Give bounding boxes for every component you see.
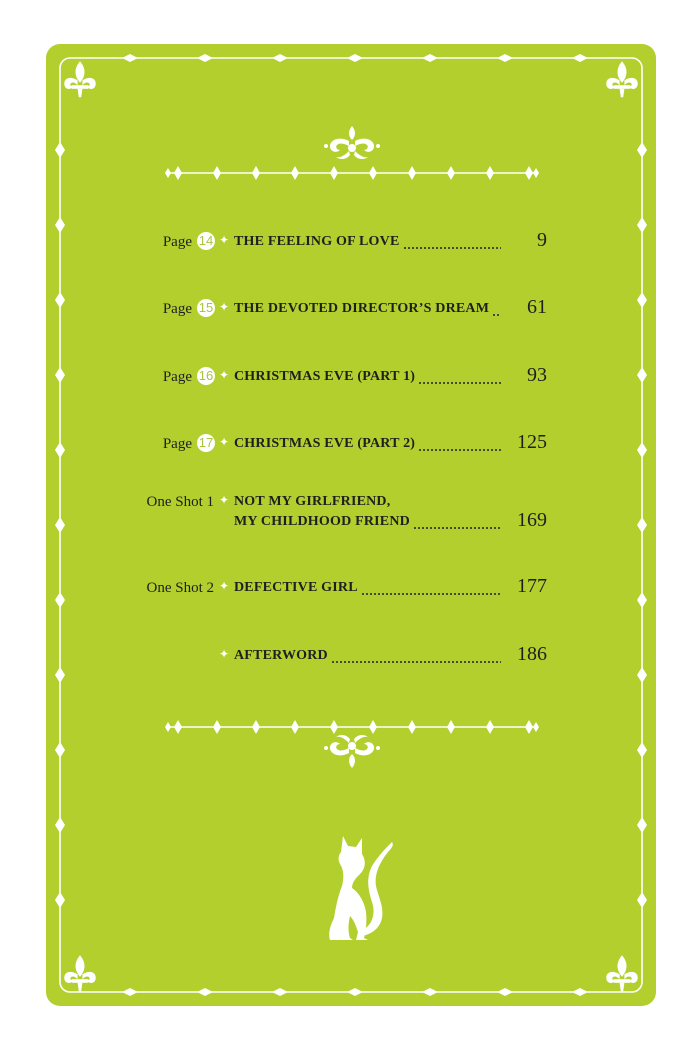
dot-leader xyxy=(413,527,501,529)
four-point-star-icon: ✦ xyxy=(219,647,230,661)
four-point-star-icon: ✦ xyxy=(219,493,230,507)
toc-entry-title: CHRISTMAS EVE (PART 1) xyxy=(234,369,416,384)
toc-entry-title: DEFECTIVE GIRL xyxy=(234,580,358,595)
chapter-number-badge: 16 xyxy=(198,368,214,383)
dot-leader xyxy=(403,247,501,249)
four-point-star-icon: ✦ xyxy=(219,300,230,314)
toc-entry-title: NOT MY GIRLFRIEND, xyxy=(234,494,391,509)
toc-entry-title: AFTERWORD xyxy=(234,648,328,663)
toc-entry-title: THE DEVOTED DIRECTOR’S DREAM xyxy=(234,301,490,316)
toc-entry[interactable] xyxy=(0,494,700,534)
toc-entry-prefix: One Shot 1 xyxy=(146,494,214,510)
dot-leader xyxy=(418,382,501,384)
toc-page-number: 186 xyxy=(517,643,547,665)
toc-entry-prefix: Page xyxy=(162,369,192,385)
chapter-number-badge: 15 xyxy=(198,300,214,315)
toc-entry[interactable] xyxy=(0,431,700,476)
toc-entry[interactable] xyxy=(0,229,700,274)
toc-entry-title: CHRISTMAS EVE (PART 2) xyxy=(234,436,416,451)
four-point-star-icon: ✦ xyxy=(219,233,230,247)
toc-entry-prefix: Page xyxy=(162,436,192,452)
dot-leader xyxy=(418,449,501,451)
dot-leader xyxy=(331,661,501,663)
toc-page-number: 169 xyxy=(517,509,547,531)
toc-page-number: 125 xyxy=(517,431,547,453)
toc-page-number: 177 xyxy=(517,575,547,597)
four-point-star-icon: ✦ xyxy=(219,368,230,382)
toc-entry-title: MY CHILDHOOD FRIEND xyxy=(234,514,410,529)
toc-entry-prefix: Page xyxy=(162,234,192,250)
toc-page-number: 61 xyxy=(527,296,547,318)
toc-entry-title: THE FEELING OF LOVE xyxy=(234,234,400,249)
toc-entry[interactable] xyxy=(0,643,700,688)
four-point-star-icon: ✦ xyxy=(219,435,230,449)
toc-entry-prefix: Page xyxy=(162,301,192,317)
toc-page-number: 9 xyxy=(537,229,547,251)
chapter-number-badge: 17 xyxy=(198,435,214,450)
chapter-number-badge: 14 xyxy=(198,233,214,248)
four-point-star-icon: ✦ xyxy=(219,579,230,593)
toc-page-number: 93 xyxy=(527,364,547,386)
dot-leader xyxy=(492,314,501,316)
toc-entry[interactable] xyxy=(0,364,700,409)
toc-entry-prefix: One Shot 2 xyxy=(146,580,214,596)
toc-entry[interactable] xyxy=(0,296,700,341)
dot-leader xyxy=(361,593,501,595)
toc-entry[interactable] xyxy=(0,575,700,620)
